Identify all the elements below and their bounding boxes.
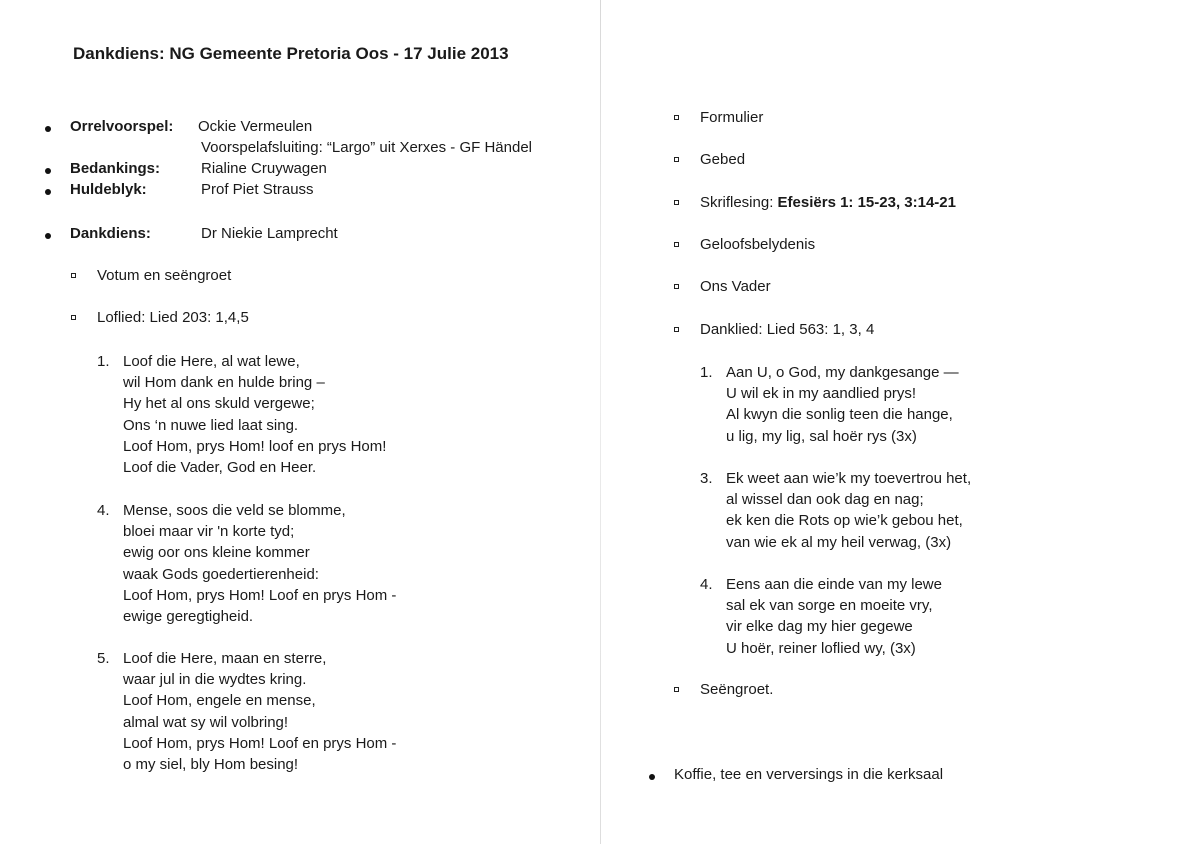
orrel-extra: Voorspelafsluiting: “Largo” uit Xerxes - GF Händel [201, 139, 532, 156]
bullet-icon [45, 168, 51, 174]
geloofsbelydenis-item: Geloofsbelydenis [700, 236, 816, 253]
verse-number: 1. [700, 364, 713, 381]
verse-line: U wil ek in my aandlied prys! [726, 385, 917, 403]
square-bullet-icon [71, 273, 76, 278]
verse-line: U hoër, reiner loflied wy, (3x) [726, 639, 916, 657]
huldeblyk-name: Prof Piet Strauss [201, 181, 314, 198]
skriflesing-reference: Efesiërs 1: 15-23, 3:14-21 [777, 194, 956, 211]
bedankings-label: Bedankings: [70, 160, 161, 177]
verse-line: Mense, soos die veld se blomme, [123, 502, 346, 519]
verse-line: Loof Hom, engele en mense, [123, 692, 316, 710]
verse-line: Ons ‘n nuwe lied laat sing. [123, 416, 299, 434]
formulier-item: Formulier [700, 109, 764, 126]
verse-line: al wissel dan ook dag en nag; [726, 491, 924, 509]
verse-line: Loof die Here, maan en sterre, [123, 650, 327, 667]
square-bullet-icon [71, 315, 76, 320]
verse-number: 5. [97, 650, 110, 667]
square-bullet-icon [674, 242, 679, 247]
square-bullet-icon [674, 687, 679, 692]
verse-line: ek ken die Rots op wie’k gebou het, [726, 512, 963, 530]
verse-line: ewige geregtigheid. [123, 607, 254, 625]
verse-number: 3. [700, 470, 713, 487]
huldeblyk-label: Huldeblyk: [70, 181, 147, 198]
verse-line: bloei maar vir 'n korte tyd; [123, 523, 295, 541]
verse-line: Loof Hom, prys Hom! loof en prys Hom! [123, 437, 387, 455]
verse-line: Al kwyn die sonlig teen die hange, [726, 406, 953, 424]
square-bullet-icon [674, 157, 679, 162]
ons-vader-item: Ons Vader [700, 278, 771, 295]
page-fold [600, 0, 601, 844]
dankdiens-name: Dr Niekie Lamprecht [201, 225, 338, 242]
square-bullet-icon [674, 284, 679, 289]
bullet-icon [45, 233, 51, 239]
bullet-icon [649, 774, 655, 780]
verse-line: u lig, my lig, sal hoër rys (3x) [726, 427, 917, 445]
verse-line: sal ek van sorge en moeite vry, [726, 597, 933, 615]
verse-line: vir elke dag my hier gegewe [726, 618, 913, 636]
gebed-item: Gebed [700, 151, 746, 168]
verse-line: Loof Hom, prys Hom! Loof en prys Hom - [123, 586, 397, 604]
verse-line: Loof die Vader, God en Heer. [123, 458, 317, 476]
verse-line: ewig oor ons kleine kommer [123, 544, 310, 562]
verse-number: 1. [97, 353, 110, 370]
verse-line: waak Gods goedertierenheid: [123, 565, 319, 583]
verse-line: Eens aan die einde van my lewe [726, 576, 942, 593]
bullet-icon [45, 189, 51, 195]
verse-line: van wie ek al my heil verwag, (3x) [726, 533, 952, 551]
verse-number: 4. [700, 576, 713, 593]
bedankings-name: Rialine Cruywagen [201, 160, 327, 177]
orrel-name: Ockie Vermeulen [198, 118, 313, 135]
square-bullet-icon [674, 327, 679, 332]
verse-line: Hy het al ons skuld vergewe; [123, 395, 315, 413]
verse-line: waar jul in die wydtes kring. [123, 671, 307, 689]
loflied-item: Loflied: Lied 203: 1,4,5 [97, 309, 249, 326]
square-bullet-icon [674, 115, 679, 120]
verse-line: Aan U, o God, my dankgesange — [726, 364, 959, 381]
verse-line: Ek weet aan wie’k my toevertrou het, [726, 470, 972, 487]
verse-line: wil Hom dank en hulde bring – [123, 374, 325, 392]
danklied-item: Danklied: Lied 563: 1, 3, 4 [700, 321, 875, 338]
verse-line: Loof die Here, al wat lewe, [123, 353, 300, 370]
seengroet-item: Seëngroet. [700, 681, 774, 698]
verse-line: Loof Hom, prys Hom! Loof en prys Hom - [123, 734, 397, 752]
skriflesing-label: Skriflesing: [700, 194, 778, 211]
verse-line: almal wat sy wil volbring! [123, 713, 289, 731]
orrel-label: Orrelvoorspel: [70, 118, 174, 135]
skriflesing-item [700, 192, 956, 213]
verse-number: 4. [97, 502, 110, 519]
dankdiens-label: Dankdiens: [70, 225, 151, 242]
bullet-icon [45, 126, 51, 132]
page-title: Dankdiens: NG Gemeente Pretoria Oos - 17 Julie 2013 [73, 44, 509, 63]
verse-line: o my siel, bly Hom besing! [123, 755, 299, 773]
square-bullet-icon [674, 200, 679, 205]
votum-item: Votum en seëngroet [97, 267, 232, 284]
koffie-item: Koffie, tee en verversings in die kerksaal [674, 766, 944, 783]
